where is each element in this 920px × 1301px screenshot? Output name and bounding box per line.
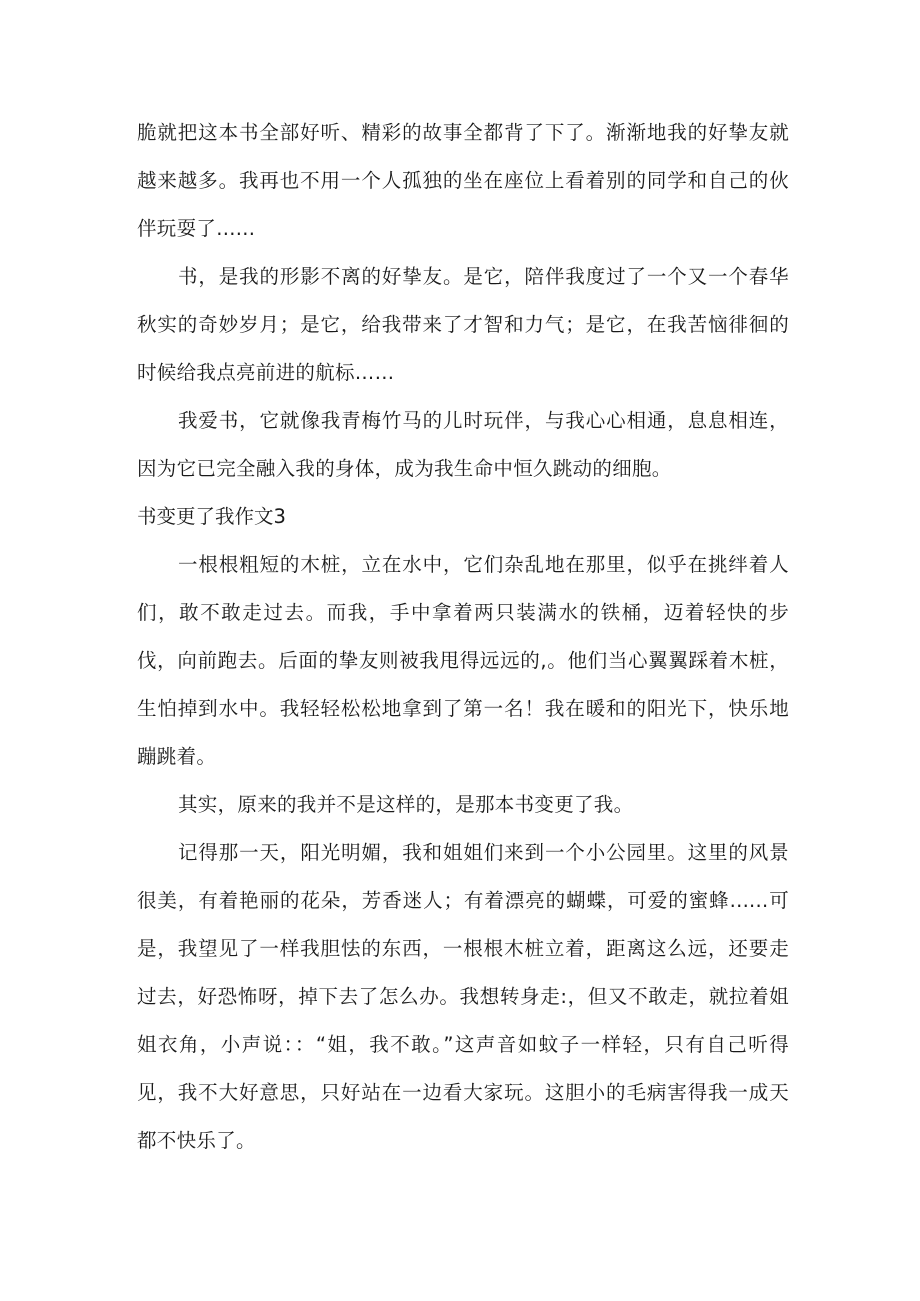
paragraph-book-changed-me: 其实，原来的我并不是这样的，是那本书变更了我。 (178, 793, 634, 816)
paragraph-continuation: 脆就把这本书全部好听、精彩的故事全都背了下了。渐渐地我的好挚友就越来越多。我再也不用一个人孤独的坐在座位上看着别的同学和自己的伙伴玩耍了...... (137, 121, 789, 240)
paragraph-wooden-posts: 一根根粗短的木桩，立在水中，它们杂乱地在那里，似乎在挑绊着人们，敢不敢走过去。而我，手中拿着两只装满水的铁桶，迈着轻快的步伐，向前跑去。后面的挚友则被我甩得远远的,。他们当心翼翼踩着木桩，生怕掉到水中。我轻轻松松地拿到了第一名！我在暖和的阳光下，快乐地蹦跳着。 (137, 553, 789, 768)
paragraph-book-friend: 书，是我的形影不离的好挚友。是它，陪伴我度过了一个又一个春华秋实的奇妙岁月；是它，给我带来了才智和力气；是它，在我苦恼徘徊的时候给我点亮前进的航标…… (137, 265, 789, 384)
paragraph-love-book: 我爱书，它就像我青梅竹马的儿时玩伴，与我心心相通，息息相连，因为它已完全融入我的身体，成为我生命中恒久跳动的细胞。 (137, 409, 789, 480)
section-title: 书变更了我作文3 (137, 505, 286, 528)
paragraph-park-memory: 记得那一天，阳光明媚，我和姐姐们来到一个小公园里。这里的风景很美，有着艳丽的花朵，芳香迷人；有着漂亮的蝴蝶，可爱的蜜蜂......可是，我望见了一样我胆怯的东西，一根根木桩立着，距离这么远，还要走过去，好恐怖呀，掉下去了怎么办。我想转身走:，但又不敢走，就拉着姐姐衣角，小声说：：“姐，我不敢。”这声音如蚊子一样轻，只有自己听得见，我不大好意思，只好站在一边看大家玩。这胆小的毛病害得我一成天都不快乐了。 (137, 841, 789, 1152)
